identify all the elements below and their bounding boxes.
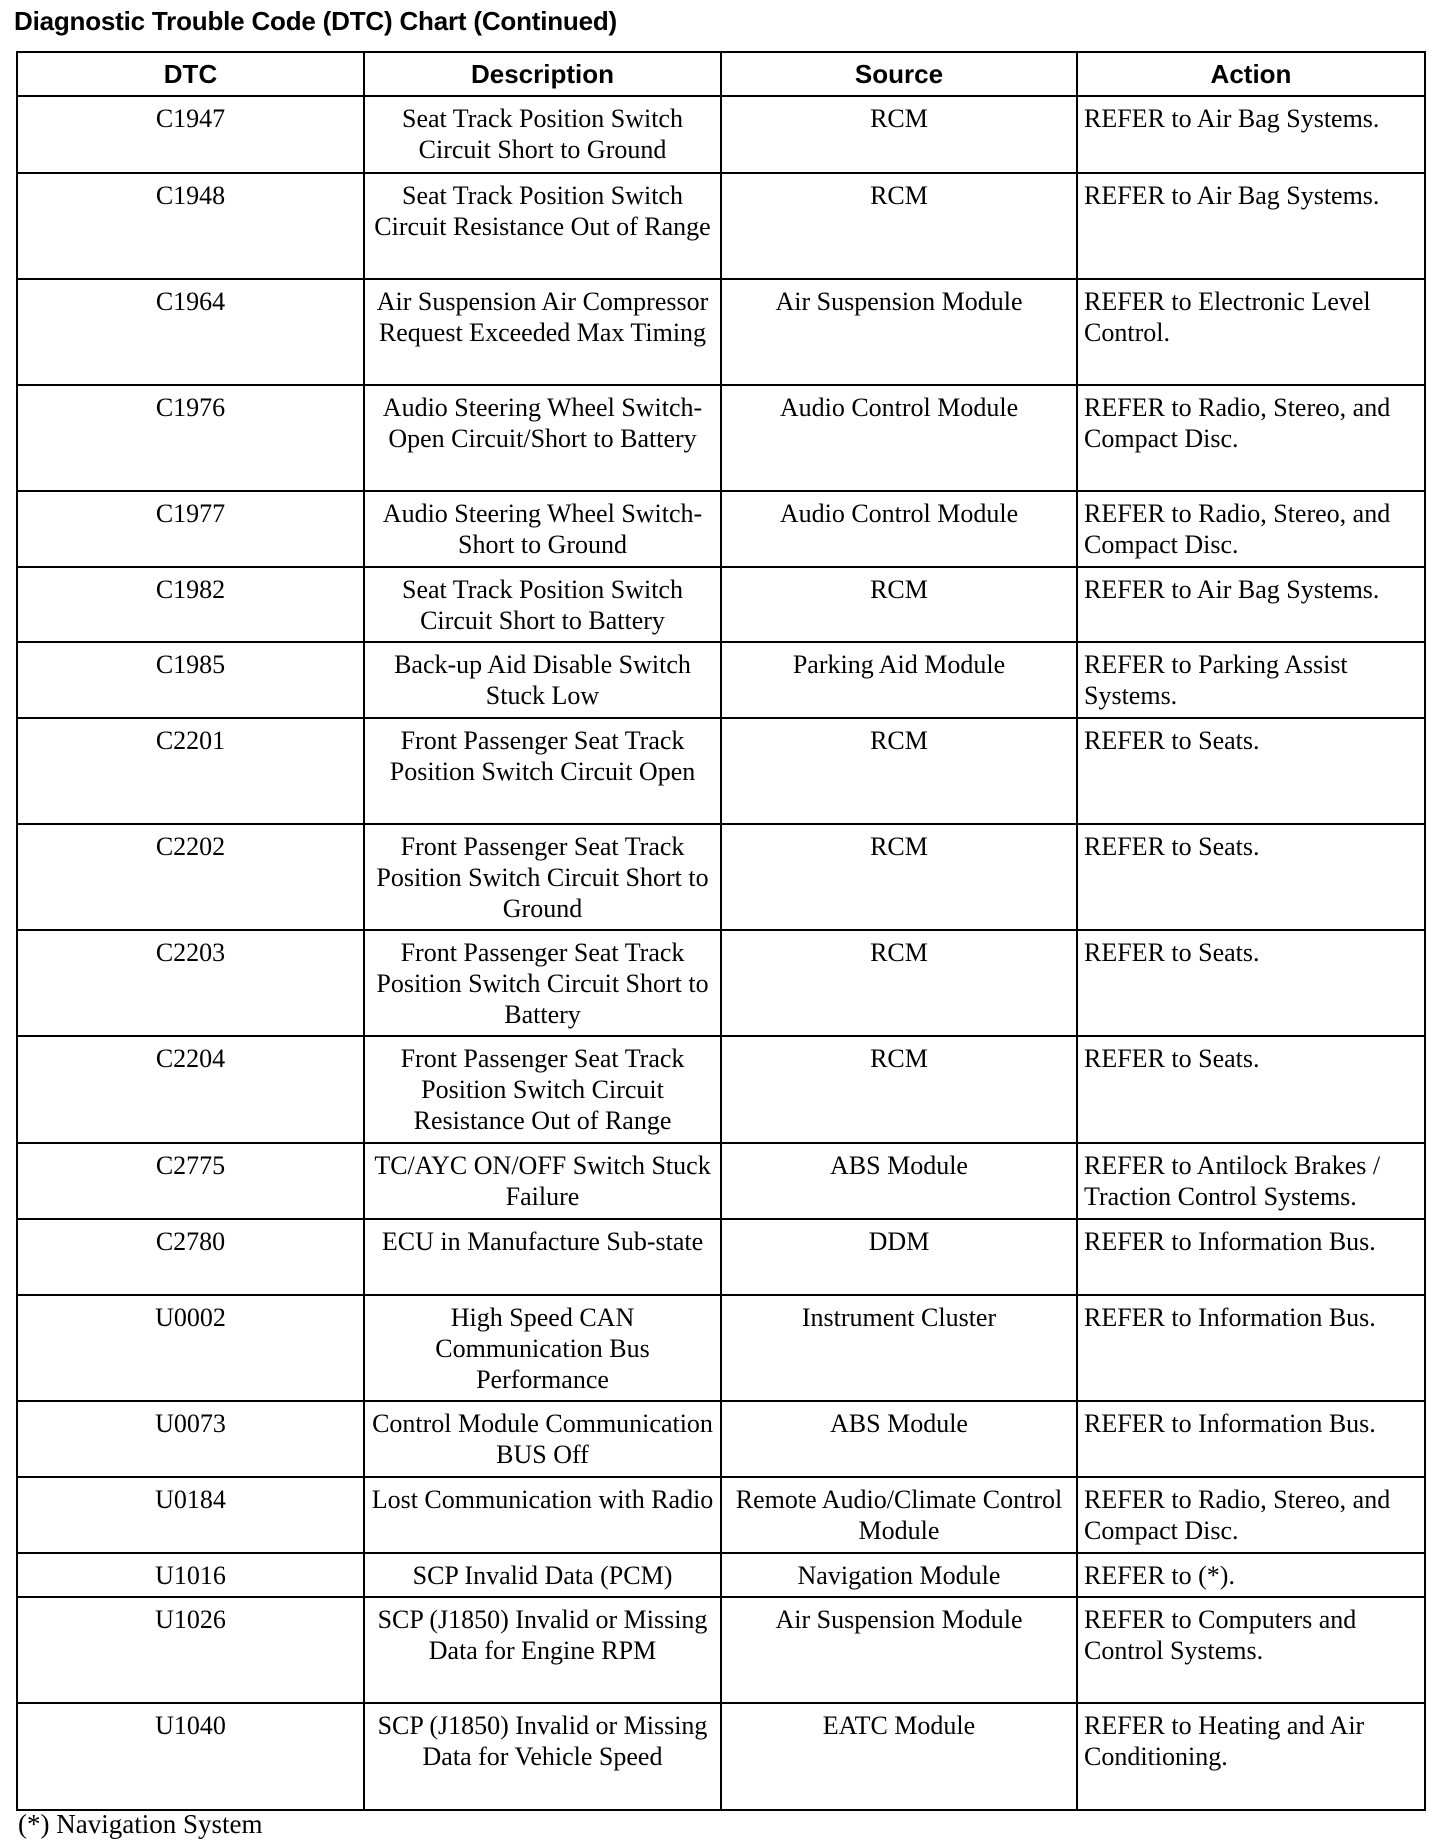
table-row	[17, 1401, 1425, 1477]
cell-description: Front Passenger Seat Track Position Switch Circuit Open	[364, 718, 721, 824]
cell-source: EATC Module	[721, 1703, 1077, 1810]
cell-source: Air Suspension Module	[721, 1597, 1077, 1703]
table-row	[17, 385, 1425, 491]
cell-description: Front Passenger Seat Track Position Switch Circuit Resistance Out of Range	[364, 1036, 721, 1143]
cell-dtc: C1948	[17, 173, 364, 279]
table-row	[17, 1295, 1425, 1401]
cell-dtc: C2775	[17, 1143, 364, 1219]
cell-dtc: U0002	[17, 1295, 364, 1401]
table-row	[17, 718, 1425, 824]
cell-action: REFER to Computers and Control Systems.	[1077, 1597, 1425, 1703]
cell-source: RCM	[721, 718, 1077, 824]
cell-action: REFER to Seats.	[1077, 824, 1425, 930]
table-row	[17, 824, 1425, 930]
cell-source: Navigation Module	[721, 1553, 1077, 1597]
cell-source: RCM	[721, 96, 1077, 173]
cell-description: ECU in Manufacture Sub-state	[364, 1219, 721, 1295]
table-row	[17, 642, 1425, 718]
chart-title: Diagnostic Trouble Code (DTC) Chart (Continued)	[14, 6, 618, 36]
cell-description: High Speed CAN Communication Bus Performance	[364, 1295, 721, 1401]
cell-action: REFER to Heating and Air Conditioning.	[1077, 1703, 1425, 1810]
header-dtc: DTC	[17, 52, 364, 96]
table-row	[17, 1143, 1425, 1219]
cell-description: Front Passenger Seat Track Position Switch Circuit Short to Ground	[364, 824, 721, 930]
cell-description: Back-up Aid Disable Switch Stuck Low	[364, 642, 721, 718]
cell-action: REFER to Radio, Stereo, and Compact Disc.	[1077, 491, 1425, 567]
cell-source: RCM	[721, 930, 1077, 1036]
table-row	[17, 279, 1425, 385]
cell-source: DDM	[721, 1219, 1077, 1295]
cell-description: Seat Track Position Switch Circuit Resistance Out of Range	[364, 173, 721, 279]
header-source: Source	[721, 52, 1077, 96]
cell-description: Seat Track Position Switch Circuit Short to Ground	[364, 96, 721, 173]
cell-dtc: C2204	[17, 1036, 364, 1143]
cell-dtc: U1016	[17, 1553, 364, 1597]
cell-source: ABS Module	[721, 1401, 1077, 1477]
cell-description: Front Passenger Seat Track Position Switch Circuit Short to Battery	[364, 930, 721, 1036]
table-row	[17, 1703, 1425, 1810]
cell-action: REFER to Air Bag Systems.	[1077, 96, 1425, 173]
cell-dtc: C2201	[17, 718, 364, 824]
header-description: Description	[364, 52, 721, 96]
dtc-table	[16, 51, 1426, 1811]
table-row	[17, 491, 1425, 567]
cell-source: Audio Control Module	[721, 385, 1077, 491]
cell-dtc: C1977	[17, 491, 364, 567]
cell-description: Lost Communication with Radio	[364, 1477, 721, 1553]
cell-action: REFER to Antilock Brakes / Traction Control Systems.	[1077, 1143, 1425, 1219]
cell-description: SCP (J1850) Invalid or Missing Data for Vehicle Speed	[364, 1703, 721, 1810]
cell-action: REFER to (*).	[1077, 1553, 1425, 1597]
cell-description: Seat Track Position Switch Circuit Short to Battery	[364, 567, 721, 642]
cell-description: TC/AYC ON/OFF Switch Stuck Failure	[364, 1143, 721, 1219]
cell-action: REFER to Air Bag Systems.	[1077, 173, 1425, 279]
footnote: (*) Navigation System	[18, 1809, 263, 1839]
table-row	[17, 173, 1425, 279]
cell-source: RCM	[721, 824, 1077, 930]
cell-description: SCP Invalid Data (PCM)	[364, 1553, 721, 1597]
table-row	[17, 1477, 1425, 1553]
table-row	[17, 930, 1425, 1036]
table-row	[17, 1553, 1425, 1597]
cell-description: SCP (J1850) Invalid or Missing Data for Engine RPM	[364, 1597, 721, 1703]
cell-action: REFER to Information Bus.	[1077, 1401, 1425, 1477]
cell-dtc: U1040	[17, 1703, 364, 1810]
table-row	[17, 1219, 1425, 1295]
cell-source: Instrument Cluster	[721, 1295, 1077, 1401]
cell-dtc: C1985	[17, 642, 364, 718]
cell-source: Remote Audio/Climate Control Module	[721, 1477, 1077, 1553]
cell-action: REFER to Radio, Stereo, and Compact Disc.	[1077, 385, 1425, 491]
cell-source: RCM	[721, 173, 1077, 279]
cell-dtc: U0073	[17, 1401, 364, 1477]
cell-description: Audio Steering Wheel Switch-Short to Ground	[364, 491, 721, 567]
cell-action: REFER to Air Bag Systems.	[1077, 567, 1425, 642]
cell-dtc: C2203	[17, 930, 364, 1036]
cell-action: REFER to Information Bus.	[1077, 1295, 1425, 1401]
cell-dtc: U1026	[17, 1597, 364, 1703]
cell-description: Air Suspension Air Compressor Request Exceeded Max Timing	[364, 279, 721, 385]
cell-action: REFER to Electronic Level Control.	[1077, 279, 1425, 385]
cell-action: REFER to Seats.	[1077, 930, 1425, 1036]
cell-source: Parking Aid Module	[721, 642, 1077, 718]
header-action: Action	[1077, 52, 1425, 96]
cell-action: REFER to Seats.	[1077, 1036, 1425, 1143]
cell-dtc: U0184	[17, 1477, 364, 1553]
cell-dtc: C1976	[17, 385, 364, 491]
cell-dtc: C1947	[17, 96, 364, 173]
cell-source: RCM	[721, 567, 1077, 642]
cell-dtc: C2780	[17, 1219, 364, 1295]
cell-source: ABS Module	[721, 1143, 1077, 1219]
cell-source: Air Suspension Module	[721, 279, 1077, 385]
table-row	[17, 1597, 1425, 1703]
cell-description: Audio Steering Wheel Switch-Open Circuit/Short to Battery	[364, 385, 721, 491]
cell-source: Audio Control Module	[721, 491, 1077, 567]
table-row	[17, 567, 1425, 642]
cell-action: REFER to Information Bus.	[1077, 1219, 1425, 1295]
cell-action: REFER to Radio, Stereo, and Compact Disc.	[1077, 1477, 1425, 1553]
table-row	[17, 96, 1425, 173]
table-header-row	[17, 52, 1425, 96]
cell-dtc: C2202	[17, 824, 364, 930]
cell-dtc: C1964	[17, 279, 364, 385]
cell-action: REFER to Parking Assist Systems.	[1077, 642, 1425, 718]
cell-dtc: C1982	[17, 567, 364, 642]
cell-action: REFER to Seats.	[1077, 718, 1425, 824]
cell-source: RCM	[721, 1036, 1077, 1143]
table-row	[17, 1036, 1425, 1143]
cell-description: Control Module Communication BUS Off	[364, 1401, 721, 1477]
